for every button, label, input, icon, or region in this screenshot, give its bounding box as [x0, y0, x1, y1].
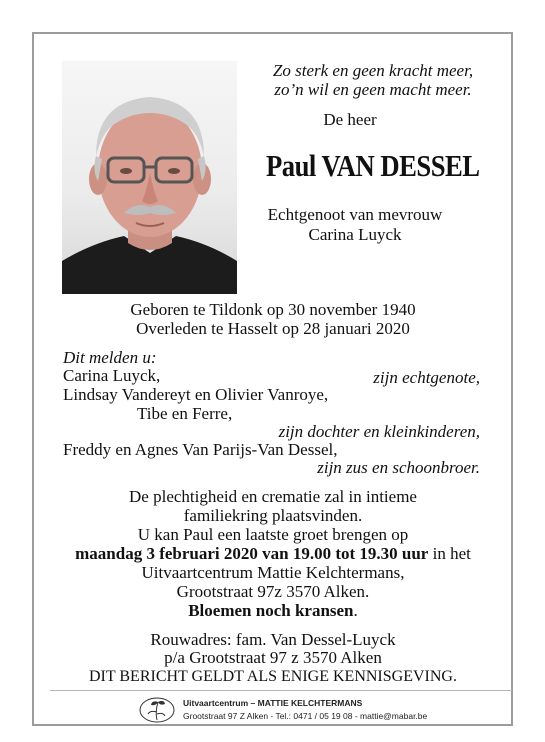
ceremony-line-2: familiekring plaatsvinden.	[183, 506, 363, 525]
family-name-1: Carina Luyck,	[63, 366, 161, 385]
family-name-4: Freddy en Agnes Van Parijs-Van Dessel,	[63, 440, 338, 459]
ceremony-line-5: Uitvaartcentrum Mattie Kelchtermans,	[141, 563, 405, 582]
ceremony-line-7-rest: .	[353, 601, 358, 620]
ceremony-line-3: U kan Paul een laatste groet brengen op	[137, 525, 409, 544]
deceased-name: Paul VAN DESSEL	[266, 148, 480, 183]
portrait-photo	[62, 61, 237, 294]
ceremony-line-6: Grootstraat 97z 3570 Alken.	[176, 582, 370, 601]
spouse-line-2: Carina Luyck	[308, 225, 402, 244]
footer-company: Uitvaartcentrum – MATTIE KELCHTERMANS	[183, 698, 363, 708]
footer-contact: Grootstraat 97 Z Alken - Tel.: 0471 / 05 19 08 - mattie@mabar.be	[183, 711, 428, 721]
ceremony-line-4	[60, 544, 486, 564]
ceremony-date-time: maandag 3 februari 2020 van 19.00 tot 19.30 uur	[75, 544, 429, 563]
flower-logo-icon	[138, 694, 176, 726]
spouse-line-1: Echtgenoot van mevrouw	[267, 205, 443, 224]
portrait-illustration	[62, 61, 237, 294]
ceremony-line-1: De plechtigheid en crematie zal in intieme	[129, 487, 417, 506]
family-name-2: Lindsay Vandereyt en Olivier Vanroye,	[63, 385, 329, 404]
address-line-1: Rouwadres: fam. Van Dessel-Luyck	[150, 630, 396, 649]
announcement-intro: Dit melden u:	[63, 348, 157, 367]
no-flowers-notice: Bloemen noch kransen	[188, 601, 354, 620]
ceremony-line-4-rest: in het	[428, 544, 471, 563]
motto-line-1: Zo sterk en geen kracht meer,	[272, 61, 474, 80]
birth-line: Geboren te Tildonk op 30 november 1940	[130, 300, 416, 319]
title-de-heer: De heer	[323, 110, 377, 129]
footer-divider	[50, 690, 512, 691]
family-name-3: Tibe en Ferre,	[137, 404, 233, 423]
address-line-2: p/a Grootstraat 97 z 3570 Alken	[164, 648, 382, 667]
death-line: Overleden te Hasselt op 28 januari 2020	[136, 319, 410, 338]
family-relation-3: zijn zus en schoonbroer.	[317, 458, 480, 477]
ceremony-line-7	[60, 601, 486, 621]
family-relation-2: zijn dochter en kleinkinderen,	[278, 422, 480, 441]
motto-line-2: zo’n wil en geen macht meer.	[274, 80, 472, 99]
notice-line: DIT BERICHT GELDT ALS ENIGE KENNISGEVING.	[89, 668, 457, 685]
family-relation-1: zijn echtgenote,	[373, 368, 480, 387]
